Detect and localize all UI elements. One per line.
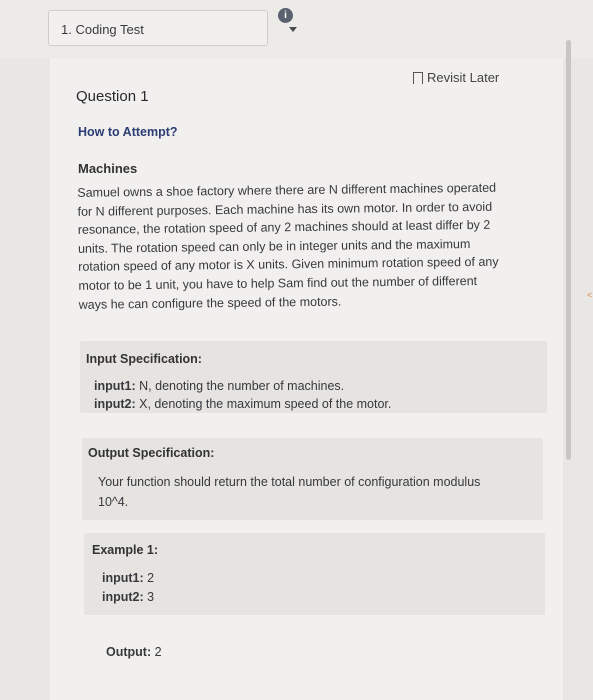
example-output-value: 2 <box>151 645 162 659</box>
side-mark: < <box>587 290 593 300</box>
input-spec-title: Input Specification: <box>86 352 202 366</box>
problem-line: Samuel owns a shoe factory where there are N different machines operated <box>77 180 497 200</box>
input1-key: input1: <box>94 379 136 393</box>
example-output <box>106 645 162 659</box>
test-selector[interactable] <box>48 10 268 46</box>
example-input-2 <box>102 588 154 606</box>
input-spec-line-2 <box>94 395 391 413</box>
problem-line: ways he can configure the speed of the motors. <box>78 294 342 312</box>
problem-line: rotation speed of any motor is X units. Given minimum rotation speed of any <box>78 255 499 275</box>
example-input-1 <box>102 569 154 587</box>
problem-line: for N different purposes. Each machine has its own motor. In order to avoid <box>77 199 493 219</box>
problem-line: units. The rotation speed can only be in integer units and the maximum <box>77 236 471 256</box>
bookmark-icon <box>413 72 423 84</box>
question-title: Question 1 <box>76 88 149 105</box>
chevron-down-icon[interactable] <box>289 27 297 32</box>
example-input1-value: 2 <box>143 571 155 585</box>
input2-desc: X, denoting the maximum speed of the motor. <box>135 397 392 411</box>
output-spec-line-1: Your function should return the total number of configuration modulus <box>98 475 481 489</box>
problem-line: motor to be 1 unit, you have to help Sam find out the number of different <box>78 273 478 293</box>
example-output-key: Output: <box>106 645 152 659</box>
how-to-attempt-link[interactable]: How to Attempt? <box>78 125 178 139</box>
problem-statement <box>77 178 541 314</box>
revisit-later-button[interactable] <box>413 70 499 85</box>
info-icon[interactable]: i <box>278 8 293 23</box>
revisit-later-label: Revisit Later <box>427 70 500 85</box>
problem-name: Machines <box>78 161 138 176</box>
input-spec-line-1 <box>94 377 344 395</box>
example-input1-key: input1: <box>102 571 144 585</box>
output-spec-title: Output Specification: <box>88 446 215 460</box>
input1-desc: N, denoting the number of machines. <box>135 379 345 393</box>
example-title: Example 1: <box>92 543 159 557</box>
example-input2-value: 3 <box>143 590 155 604</box>
output-spec-line-2: 10^4. <box>98 495 129 509</box>
scrollbar[interactable] <box>566 40 571 460</box>
selector-label: 1. Coding Test <box>61 22 144 37</box>
problem-line: resonance, the rotation speed of any 2 machines should at least differ by 2 <box>77 217 491 238</box>
example-input2-key: input2: <box>102 590 144 604</box>
input2-key: input2: <box>94 397 136 411</box>
